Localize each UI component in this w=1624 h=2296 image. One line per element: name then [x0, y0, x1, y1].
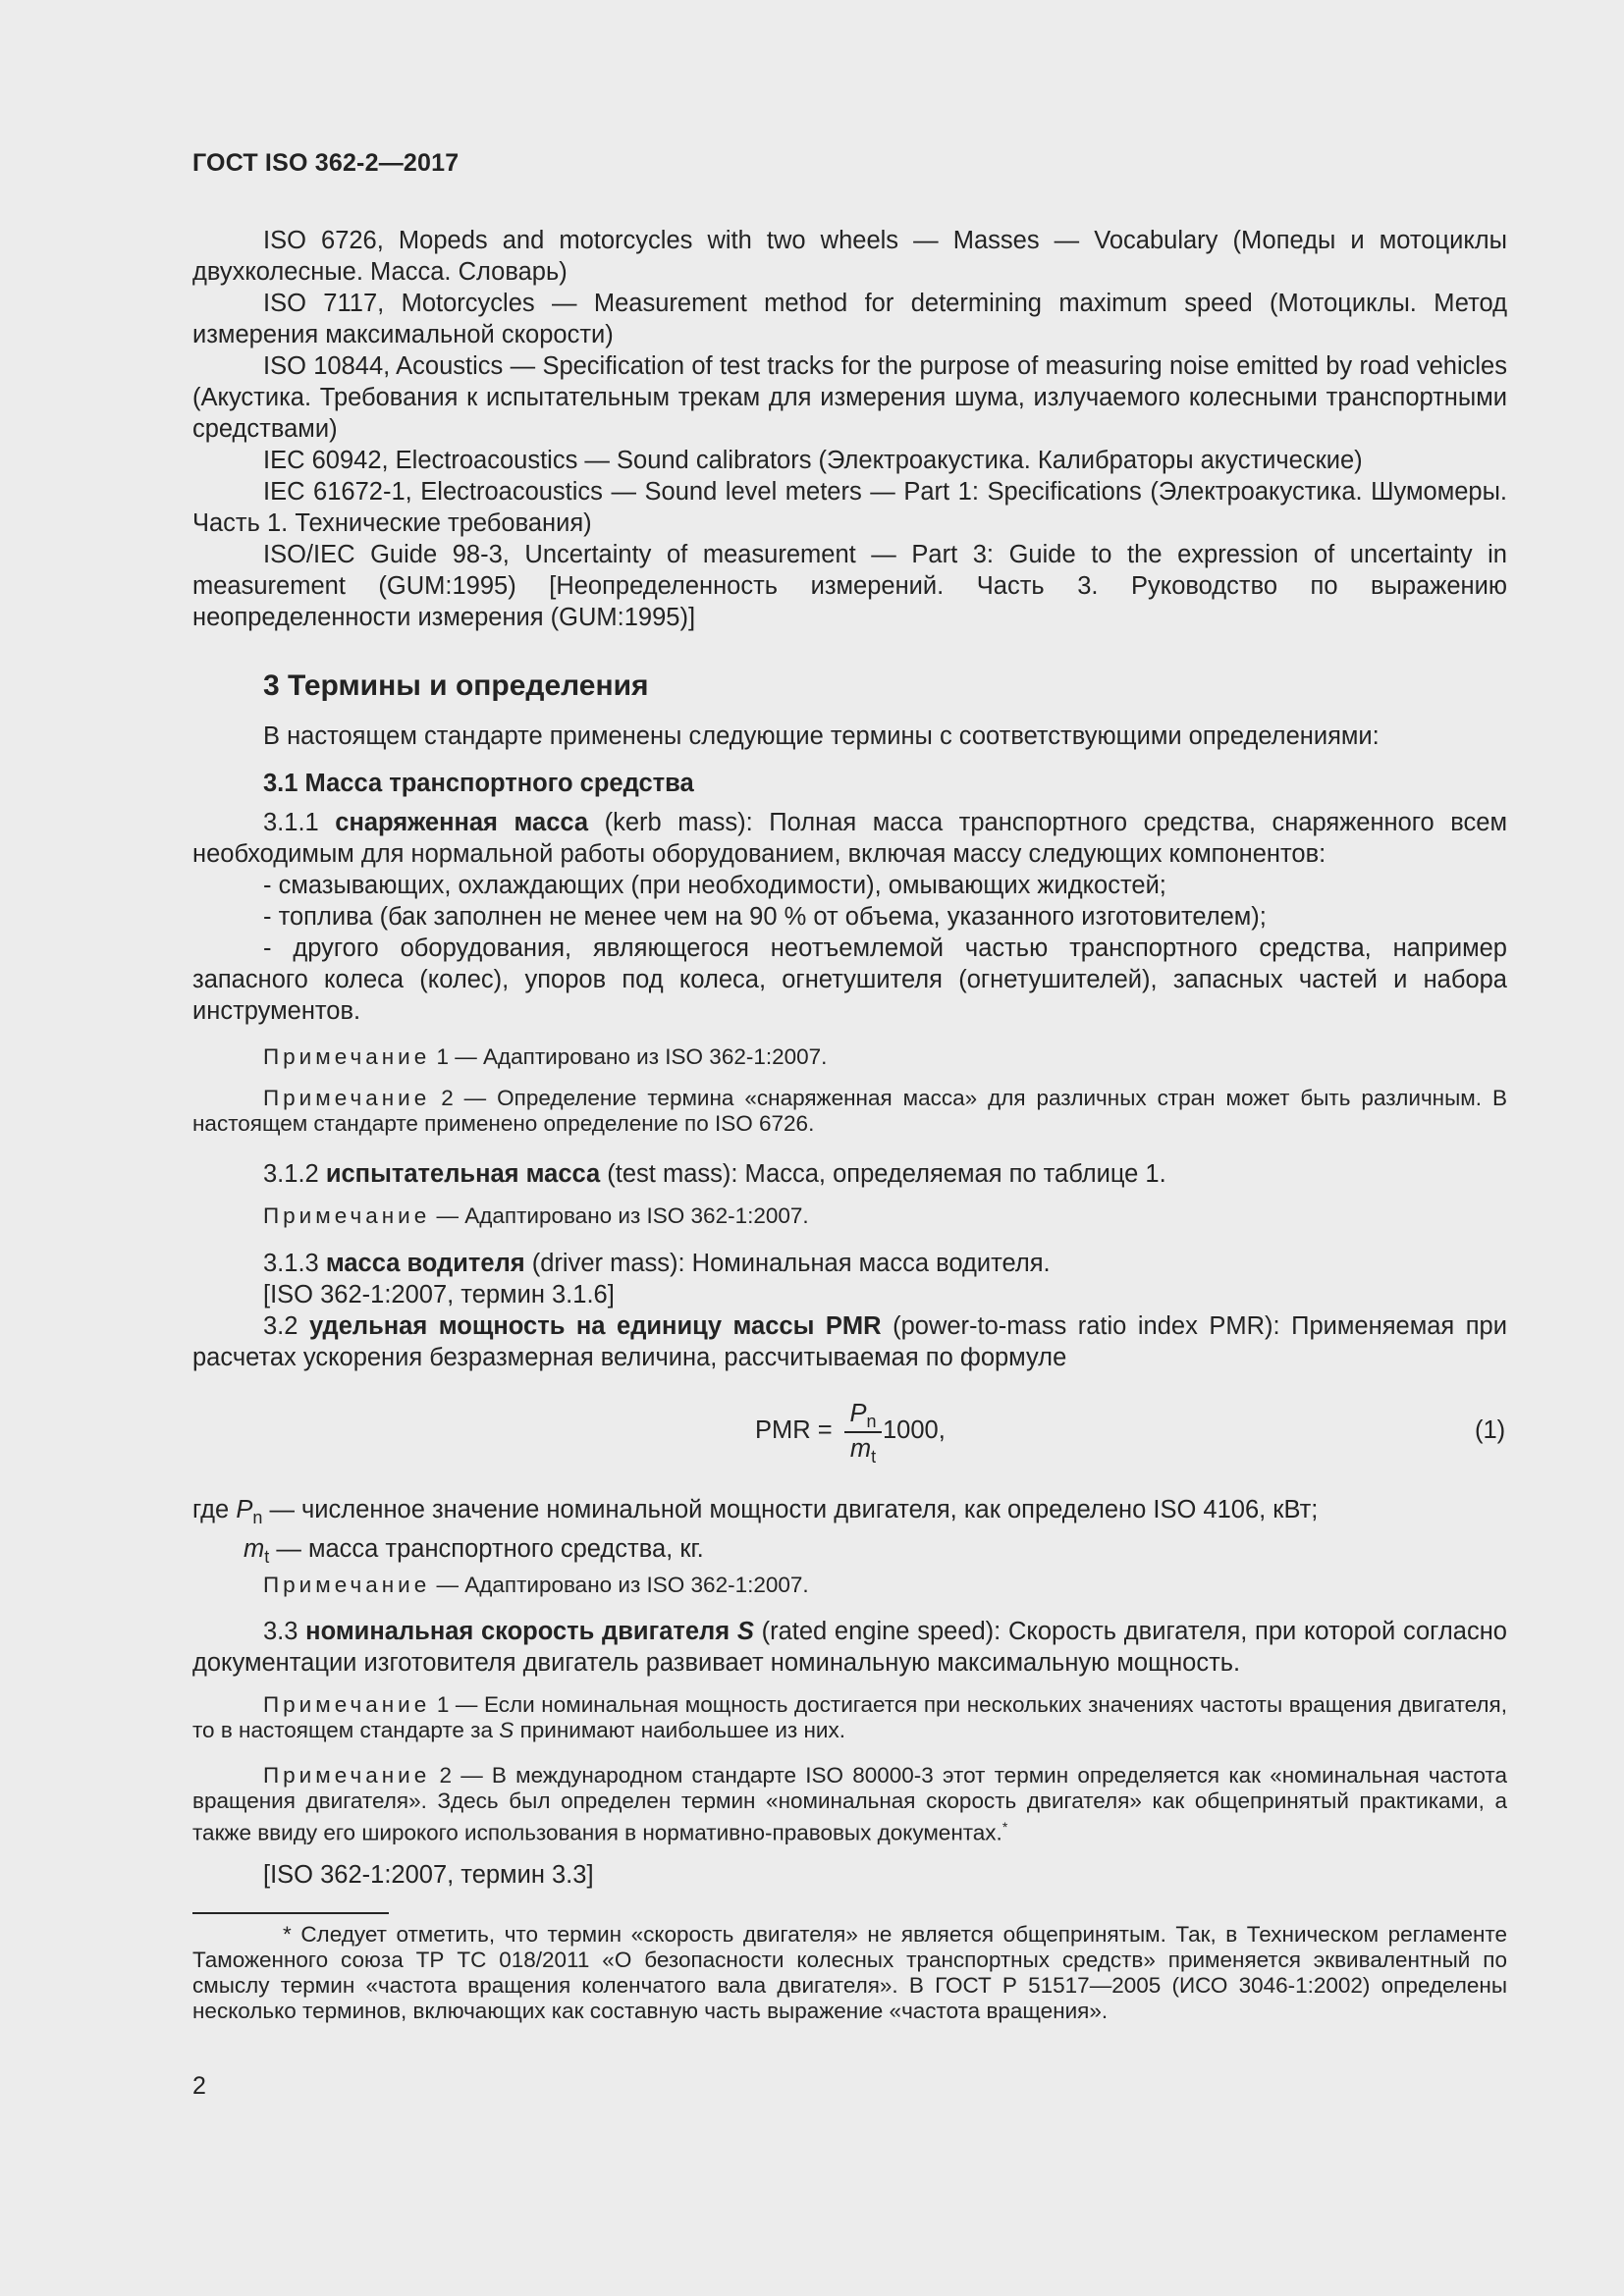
note-3-1-1-1: [192, 1044, 1507, 1070]
formula-numerator: $P_n$: [849, 1400, 877, 1432]
subsection-heading: 3.1 Масса транспортного средства: [263, 770, 694, 797]
variable-symbol: $m_t$: [244, 1535, 270, 1568]
term-number: 3.1.1: [263, 809, 319, 836]
reference-item: ISO 10844, Acoustics — Specification of test tracks for the purpose of measuring noise emitted by road vehicles (Акустика. Требования к испытательным трекам для измерения шума, излучаемого колесными транспортными средствами): [192, 352, 1507, 443]
term-3-3: [192, 1616, 1507, 1679]
footnote-divider: [192, 1912, 389, 1914]
variable-description: — численное значение номинальной мощности двигателя, как определено ISO 4106, кВт;: [269, 1496, 1319, 1523]
term-symbol: S: [736, 1618, 754, 1645]
list-item: - смазывающих, охлаждающих (при необходимости), омывающих жидкостей;: [263, 872, 1166, 899]
term-number: 3.1.2: [263, 1160, 319, 1188]
note-label: Примечание: [263, 1086, 431, 1110]
note-text: 2 — В международном стандарте ISO 80000-3 этот термин определяется как «номинальная частота вращения двигателя». Здесь был определен термин «номинальная скорость двигателя» как общепринятый практиками, а также ввиду его широкого использования в нормативно-правовых документах.: [192, 1763, 1507, 1845]
formula-denominator: $m_t$: [849, 1435, 877, 1468]
note-text: — Адаптировано из ISO 362-1:2007.: [436, 1573, 809, 1597]
formula-pmr: [755, 1396, 971, 1467]
reference-item: ISO 7117, Motorcycles — Measurement method for determining maximum speed (Мотоциклы. Метод измерения максимальной скорости): [192, 290, 1507, 348]
footnote: [192, 1922, 1507, 2024]
term-name: удельная мощность на единицу массы PMR: [308, 1312, 882, 1340]
term-number: 3.3: [263, 1618, 298, 1645]
note-label: Примечание: [263, 1203, 431, 1228]
reference-item: IEC 60942, Electroacoustics — Sound calibrators (Электроакустика. Калибраторы акустические): [263, 447, 1363, 474]
note-text: 1 — Адаптировано из ISO 362-1:2007.: [436, 1044, 828, 1069]
term-definition: (driver mass): Номинальная масса водителя.: [531, 1250, 1051, 1277]
term-number: 3.1.3: [263, 1250, 319, 1277]
note-3-3-2: [192, 1763, 1507, 1846]
section-intro: В настоящем стандарте применены следующие термины с соответствующими определениями:: [263, 722, 1380, 750]
variable-symbol: $P_n$: [236, 1496, 263, 1528]
note-3-1-1-2: [192, 1086, 1507, 1137]
note-3-2: [192, 1573, 1507, 1598]
footnote-text: Следует отметить, что термин «скорость двигателя» не является общепринятым. Так, в Техническом регламенте Таможенного союза ТР ТС 018/2011 «О безопасности колесных транспортных средств» применяется эквивалентный по смыслу термин «частота вращения коленчатого вала двигателя». В ГОСТ Р 51517—2005 (ИСО 3046-1:2002) определены несколько терминов, включающих как составную часть выражение «частота вращения».: [192, 1922, 1507, 2023]
term-number: 3.2: [263, 1312, 298, 1340]
reference-item: ISO/IEC Guide 98-3, Uncertainty of measurement — Part 3: Guide to the expression of uncertainty in measurement (GUM:1995) [Неопределенность измерений. Часть 3. Руководство по выражению неопределенности измерения (GUM:1995)]: [192, 541, 1507, 631]
formula-tail: 1000,: [883, 1416, 946, 1444]
term-name: снаряженная масса: [335, 809, 589, 836]
list-item: - топлива (бак заполнен не менее чем на 90 % от объема, указанного изготовителем);: [263, 903, 1267, 931]
note-3-3-1: [192, 1692, 1507, 1743]
note-3-1-2: [192, 1203, 1507, 1229]
list-item: - другого оборудования, являющегося неотъемлемой частью транспортного средства, например запасного колеса (колес), упоров под колеса, огнетушителя (огнетушителей), запасных частей и набора инструментов.: [192, 934, 1507, 1025]
fraction-bar: [844, 1431, 882, 1433]
note-label: Примечание: [263, 1044, 431, 1069]
term-name: номинальная скорость двигателя: [305, 1618, 731, 1645]
page-number: 2: [192, 2072, 206, 2100]
reference-item: IEC 61672-1, Electroacoustics — Sound level meters — Part 1: Specifications (Электроакустика. Шумомеры. Часть 1. Технические требования): [192, 478, 1507, 537]
note-symbol: S: [499, 1718, 514, 1742]
note-label: Примечание: [263, 1763, 431, 1788]
term-definition: (kerb mass): Полная масса транспортного средства, снаряженного всем необходимым для нормальной работы оборудованием, включая массу следующих компонентов:: [192, 809, 1507, 868]
term-definition: (rated engine speed): Скорость двигателя, при которой согласно документации изготовителя двигатель развивает номинальную максимальную мощность.: [192, 1618, 1507, 1677]
term-3-1-1: [192, 807, 1507, 1027]
footnote-mark: *: [1001, 1819, 1008, 1835]
term-3-2: [192, 1310, 1507, 1373]
term-source: [ISO 362-1:2007, термин 3.1.6]: [263, 1281, 615, 1308]
formula-where: [192, 1494, 1507, 1573]
section-heading: 3 Термины и определения: [263, 669, 649, 702]
term-name: масса водителя: [325, 1250, 525, 1277]
formula-lhs: PMR =: [755, 1416, 833, 1444]
term-definition: (test mass): Масса, определяемая по таблице 1.: [607, 1160, 1166, 1188]
term-name: испытательная масса: [325, 1160, 601, 1188]
note-label: Примечание: [263, 1692, 431, 1717]
note-text: 1 — Если номинальная мощность достигается при нескольких значениях частоты вращения двигателя, то в настоящем стандарте за: [192, 1692, 1507, 1742]
term-definition: (power-to-mass ratio index PMR): Применяемая при расчетах ускорения безразмерная величина, рассчитываемая по формуле: [192, 1312, 1507, 1371]
where-prefix: где: [192, 1496, 230, 1523]
note-text: принимают наибольшее из них.: [519, 1718, 845, 1742]
document-header: ГОСТ ISO 362-2—2017: [192, 149, 460, 177]
term-3-1-3: [192, 1248, 1507, 1310]
equation-number: (1): [1475, 1416, 1506, 1444]
term-3-1-2: [192, 1158, 1507, 1190]
footnote-mark: *: [283, 1922, 292, 1947]
note-text: — Адаптировано из ISO 362-1:2007.: [436, 1203, 809, 1228]
term-source: [ISO 362-1:2007, термин 3.3]: [263, 1861, 594, 1889]
note-label: Примечание: [263, 1573, 431, 1597]
variable-description: — масса транспортного средства, кг.: [276, 1535, 704, 1564]
note-text: 2 — Определение термина «снаряженная масса» для различных стран может быть различным. В настоящем стандарте применено определение по ISO 6726.: [192, 1086, 1507, 1136]
references-list: [192, 225, 1507, 633]
reference-item: ISO 6726, Mopeds and motorcycles with two wheels — Masses — Vocabulary (Мопеды и мотоциклы двухколесные. Масса. Словарь): [192, 227, 1507, 286]
